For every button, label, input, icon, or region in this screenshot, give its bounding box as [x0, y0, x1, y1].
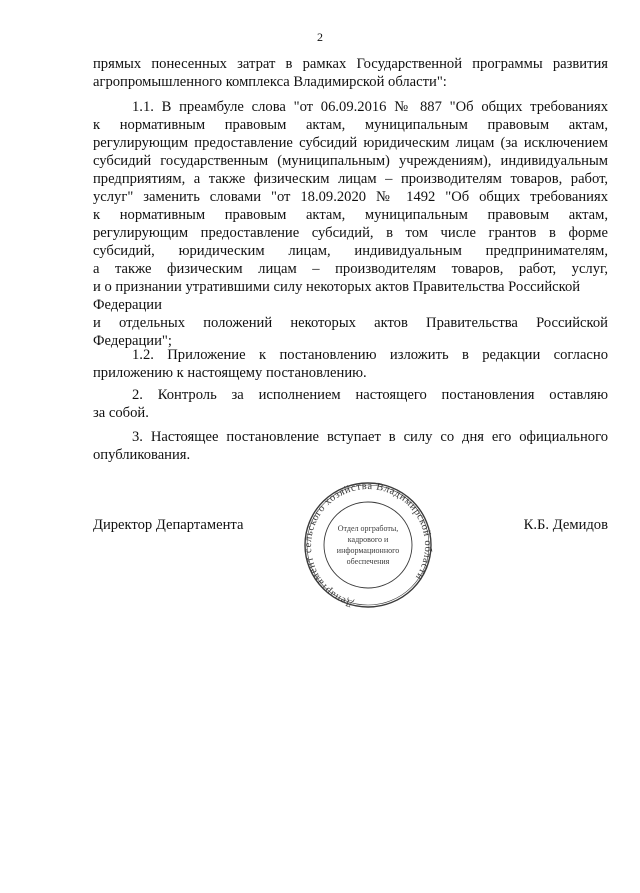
- text-line: агропромышленного комплекса Владимирской области":: [93, 74, 447, 90]
- text-line: за собой.: [93, 405, 149, 421]
- text-line: 1.2. Приложение к постановлению изложить в редакции согласно: [132, 347, 608, 363]
- text-line: субсидий, юридическим лицам, индивидуальным предпринимателям,: [93, 243, 608, 259]
- text-line: к нормативным правовым актам, муниципальным правовым актам,: [93, 117, 608, 133]
- svg-text:Департамент сельского хозяйств: [303, 481, 433, 609]
- text-line: к нормативным правовым актам, муниципальным правовым актам,: [93, 207, 608, 223]
- page-number: 2: [317, 30, 323, 44]
- stamp-outer-text: Департамент сельского хозяйства Владимирской области: [303, 481, 433, 609]
- text-line: 2. Контроль за исполнением настоящего постановления оставляю: [132, 387, 608, 403]
- text-line: услуг" заменить словами "от 18.09.2020 № 1492 "Об общих требованиях: [93, 189, 608, 205]
- text-line: а также физическим лицам – производителям товаров, работ, услуг,: [93, 261, 608, 277]
- text-line: регулирующим предоставление субсидий, в том числе грантов в форме: [93, 225, 608, 241]
- stamp-inner-line: кадрового и: [347, 535, 389, 544]
- text-line: прямых понесенных затрат в рамках Государственной программы развития: [93, 56, 608, 72]
- text-line: субсидий государственным (муниципальным) учреждениям), индивидуальным: [93, 153, 608, 169]
- signatory-name: К.Б. Демидов: [523, 517, 608, 533]
- official-stamp: [303, 481, 433, 609]
- text-line: Федерации: [93, 297, 162, 313]
- stamp-inner-line: информационного: [336, 546, 400, 555]
- paragraph-intro: [93, 55, 608, 91]
- stamp-inner-line: обеспечения: [346, 557, 390, 566]
- stamp-inner-line: Отдел оргработы,: [337, 524, 399, 533]
- paragraph-3: [93, 428, 608, 464]
- text-line: 3. Настоящее постановление вступает в силу со дня его официального: [132, 429, 608, 445]
- paragraph-1-2: [93, 346, 608, 382]
- stamp-seal-icon: [303, 481, 433, 609]
- text-line: и о признании утратившими силу некоторых актов Правительства Российской: [93, 279, 581, 295]
- paragraph-1-1: [93, 98, 608, 350]
- text-line: 1.1. В преамбуле слова "от 06.09.2016 № 887 "Об общих требованиях: [132, 99, 608, 115]
- text-line: предприятиям, а также физическим лицам – производителям товаров, работ,: [93, 171, 608, 187]
- text-line: опубликования.: [93, 447, 191, 463]
- text-line: и отдельных положений некоторых актов Правительства Российской: [93, 315, 608, 331]
- paragraph-2: [93, 386, 608, 422]
- text-line: Федерации";: [93, 333, 172, 349]
- text-line: приложению к настоящему постановлению.: [93, 365, 367, 381]
- text-line: регулирующим предоставление субсидий юридическим лицам (за исключением: [93, 135, 608, 151]
- signatory-position: Директор Департамента: [93, 517, 244, 533]
